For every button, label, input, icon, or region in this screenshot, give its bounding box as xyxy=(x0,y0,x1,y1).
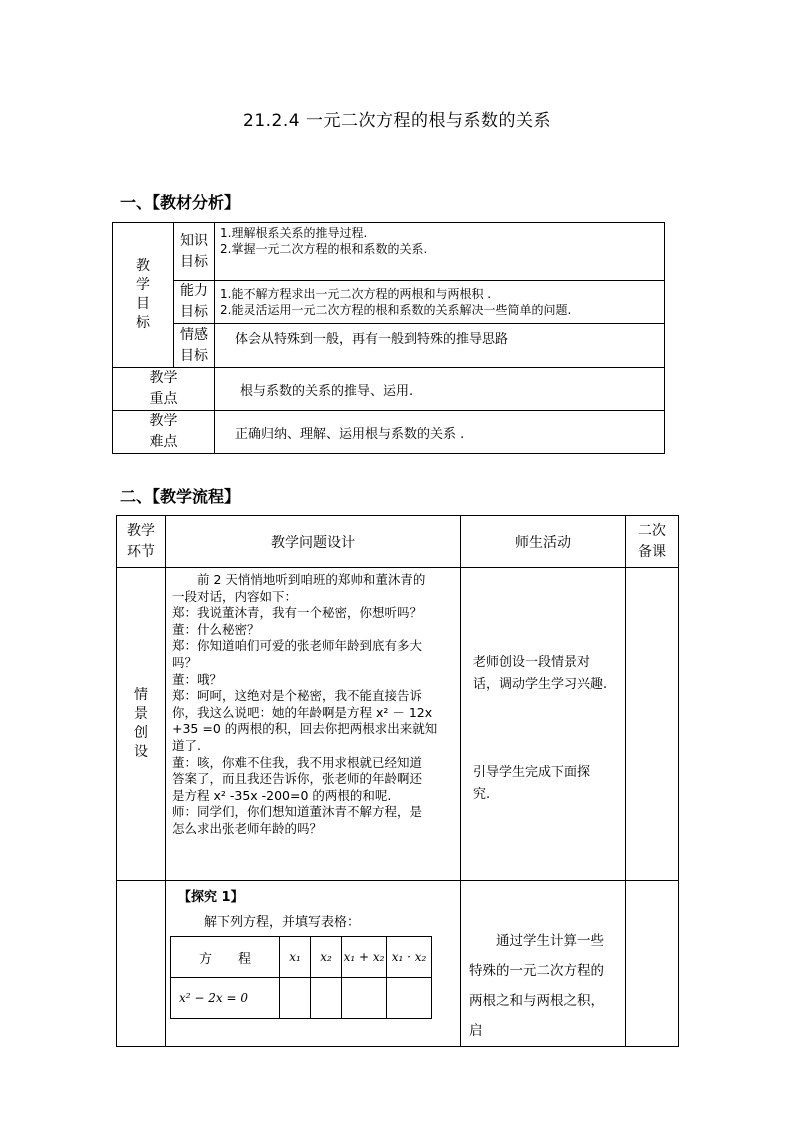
section-heading-analysis: 一、【教材分析】 xyxy=(120,193,241,212)
goal-type-label: 能力 目标 xyxy=(174,281,215,324)
difficulty-text: 正确归纳、理解、运用根与系数的关系 . xyxy=(215,411,665,454)
explore-cell-blank xyxy=(342,978,387,1019)
section-heading-flow: 二、【教学流程】 xyxy=(120,487,241,506)
activity-text-2: 通过学生计算一些 特殊的一元二次方程的 两根之和与两根之积，启 xyxy=(461,881,626,1047)
dialogue-text: 前 2 天悄悄地听到咱班的郑帅和董沐青的 一段对话，内容如下： 郑：我说董沐青，我有一个秘密，你想听吗？ 董：什么秘密？ 郑：你知道咱们可爱的张老师年龄到底有多大 吗？ 董：哦？ 郑：呵呵，这绝对是个秘密，我不能直接告诉 你，我这么说吧：她的年龄啊是方程 x² － 12x +35 =0 的两根的积，回去你把两根求出来就知 道了. 董：咳，你难不住我，我不用求根就已经知道 答案了，而且我还告诉你，张老师的年龄啊还 是方程 x² -35x -200=0 的两根的和呢. 师：同学们，你们想知道董沐青不解方程，是 怎么求出张老师年龄的吗？ xyxy=(166,568,461,881)
prep-cell xyxy=(626,568,679,881)
goal-text: 1.理解根系关系的推导过程. 2.掌握一元二次方程的根和系数的关系. xyxy=(215,223,665,281)
key-point-text: 根与系数的关系的推导、运用. xyxy=(215,368,665,411)
difficulty-label: 教学 难点 xyxy=(113,411,215,454)
explore-cell-blank xyxy=(311,978,342,1019)
goal-type-label: 知识 目标 xyxy=(174,223,215,281)
header-stage: 教学 环节 xyxy=(117,516,166,568)
page-title: 21.2.4 一元二次方程的根与系数的关系 xyxy=(243,111,551,131)
explore-instruction: 解下列方程，并填写表格： xyxy=(204,915,361,930)
explore-table xyxy=(170,936,432,1019)
header-activity: 师生活动 xyxy=(461,516,626,568)
explore-cell xyxy=(166,881,461,1047)
explore-equation: x² − 2x = 0 xyxy=(171,978,280,1019)
key-point-label: 教学 重点 xyxy=(113,368,215,411)
explore-header: x₁ + x₂ xyxy=(342,937,387,978)
goal-text: 体会从特殊到一般，再有一般到特殊的推导思路 xyxy=(215,324,665,368)
flow-table xyxy=(116,515,679,1047)
header-design: 教学问题设计 xyxy=(166,516,461,568)
explore-header: x₁ · x₂ xyxy=(387,937,432,978)
explore-header: 方 程 xyxy=(171,937,280,978)
explore-cell-blank xyxy=(280,978,311,1019)
explore-header: x₂ xyxy=(311,937,342,978)
activity-text: 老师创设一段情景对 话，调动学生学习兴趣. 引导学生完成下面探 究. xyxy=(461,568,626,881)
stage-label: 情 景 创 设 xyxy=(117,568,166,881)
goal-type-label: 情感 目标 xyxy=(174,324,215,368)
prep-cell xyxy=(626,881,679,1047)
explore-header: x₁ xyxy=(280,937,311,978)
explore-cell-blank xyxy=(387,978,432,1019)
analysis-table xyxy=(112,222,665,454)
goal-text: 1.能不解方程求出一元二次方程的两根和与两根积 . 2.能灵活运用一元二次方程的根和系数的关系解决一些简单的问题. xyxy=(215,281,665,324)
explore-title: 【探究 1】 xyxy=(178,890,244,905)
header-prep: 二次 备课 xyxy=(626,516,679,568)
goals-label: 教 学 目 标 xyxy=(113,223,174,368)
stage-cell-empty xyxy=(117,881,166,1047)
